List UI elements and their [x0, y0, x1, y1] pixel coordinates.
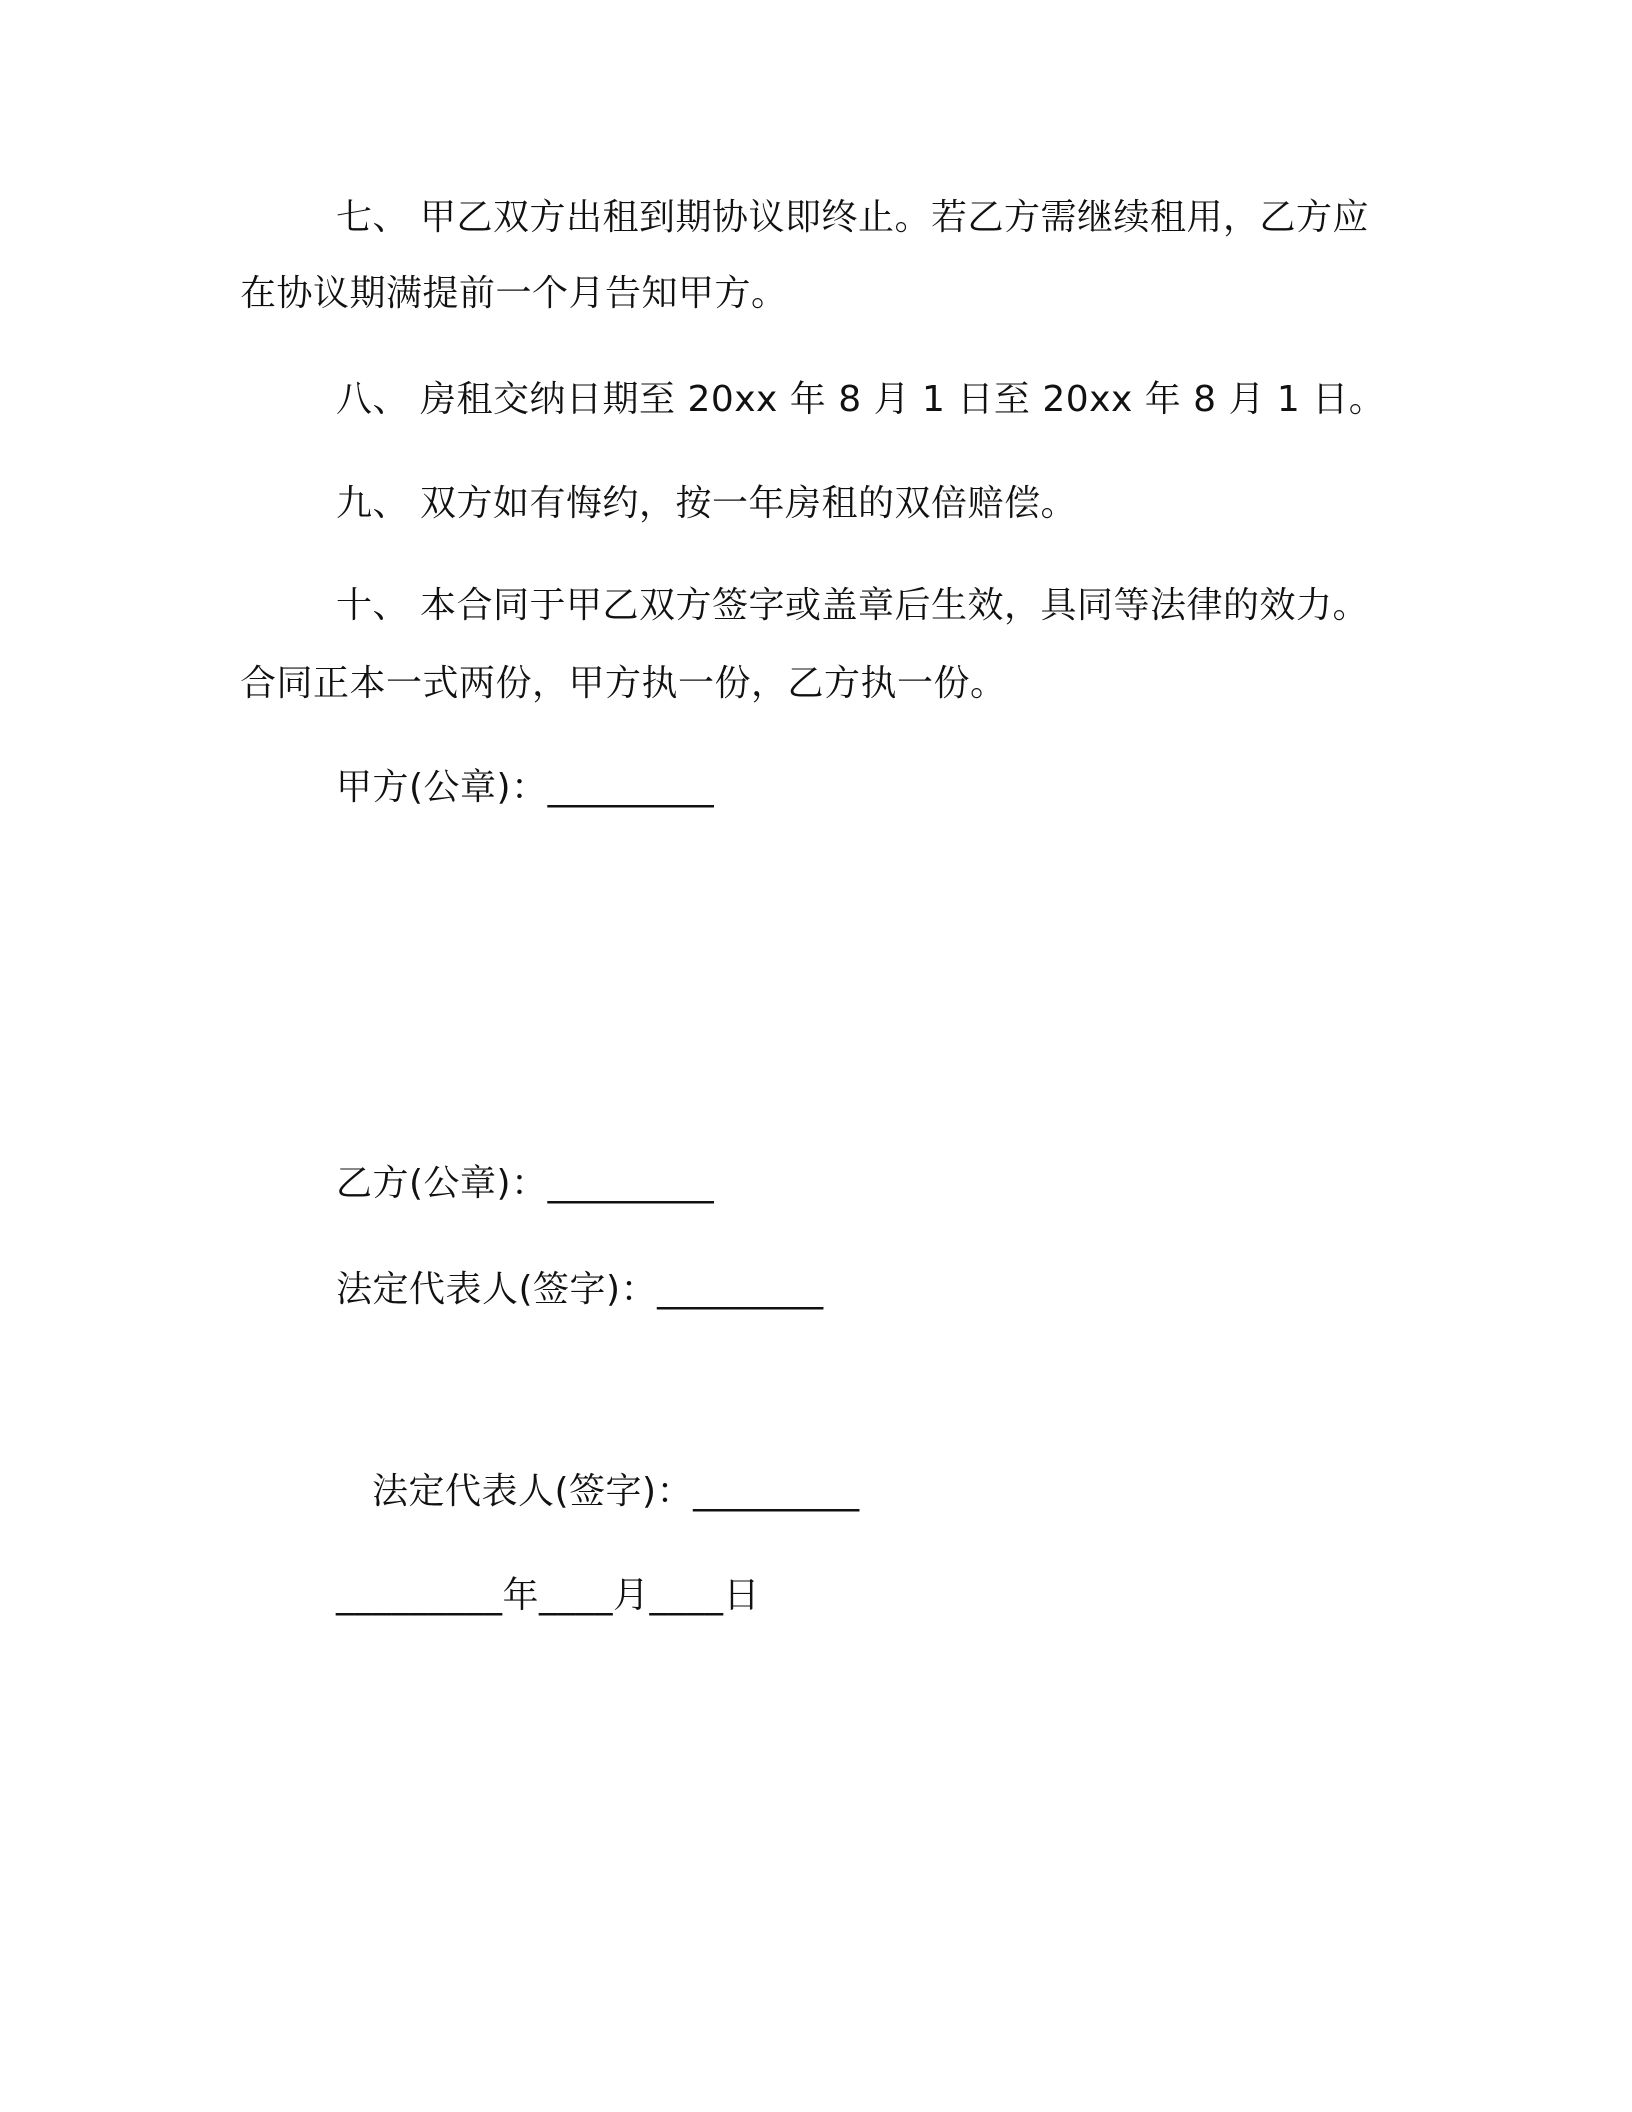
- clause-7-line-2: 在协议期满提前一个月告知甲方。: [240, 273, 788, 314]
- clause-10-number: 十、: [336, 585, 410, 626]
- clause-7-line-1: [336, 196, 1369, 240]
- clause-10-line-1: [336, 584, 1369, 628]
- clause-9-line-1: [336, 482, 1077, 526]
- signing-date-line: _________年____月____日: [336, 1575, 760, 1616]
- clause-8-line-1: [336, 378, 1385, 422]
- clause-8-number: 八、: [336, 379, 410, 420]
- clause-10-text: 本合同于甲乙双方签字或盖章后生效，具同等法律的效力。: [420, 585, 1370, 626]
- clause-9-number: 九、: [336, 483, 410, 524]
- clause-9-text: 双方如有悔约，按一年房租的双倍赔偿。: [420, 483, 1078, 524]
- party-a-seal-line: 甲方(公章)：_________: [336, 767, 715, 808]
- party-a-representative-signature-line: 法定代表人(签字)：_________: [372, 1471, 860, 1512]
- clause-10-line-2: 合同正本一式两份，甲方执一份，乙方执一份。: [240, 663, 1007, 704]
- clause-7-text: 甲乙双方出租到期协议即终止。若乙方需继续租用，乙方应: [420, 197, 1370, 238]
- clause-7-number: 七、: [336, 197, 410, 238]
- party-b-seal-line: 乙方(公章)：_________: [336, 1163, 715, 1204]
- party-b-representative-signature-line: 法定代表人(签字)：_________: [336, 1269, 824, 1310]
- clause-8-text: 房租交纳日期至 20xx 年 8 月 1 日至 20xx 年 8 月 1 日。: [420, 379, 1386, 420]
